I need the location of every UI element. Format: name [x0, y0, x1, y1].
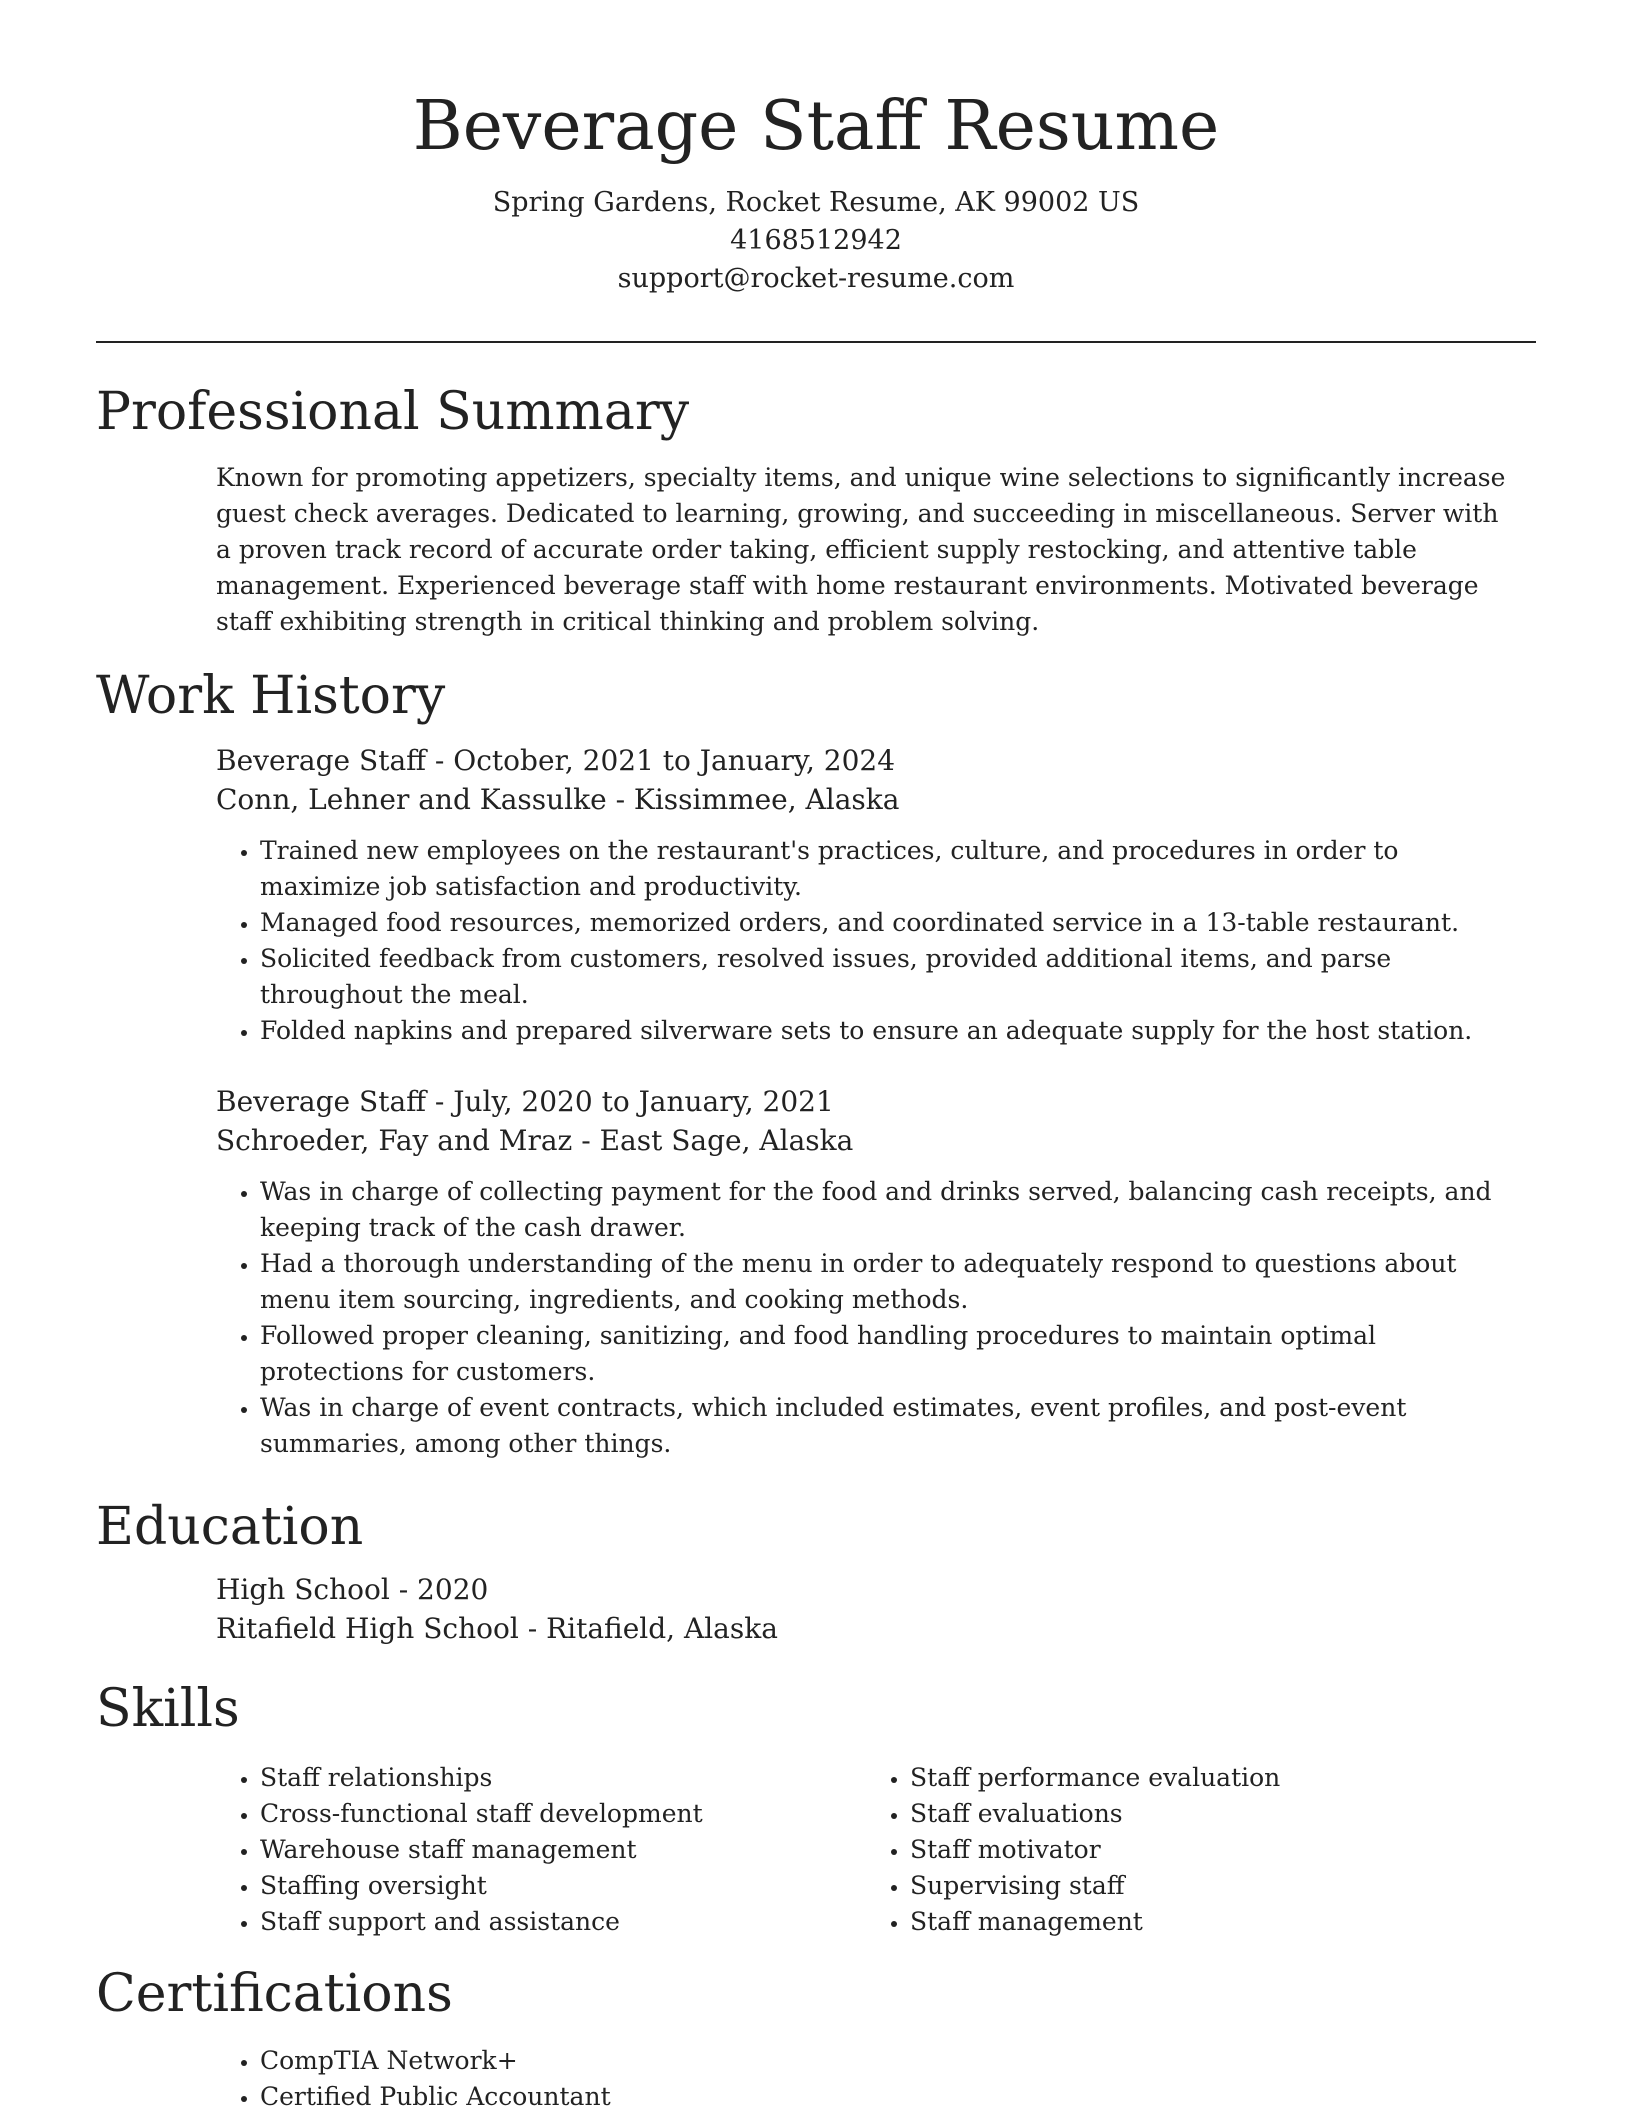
certifications-heading: Certifications	[96, 1964, 453, 2024]
education-entry	[216, 1570, 1516, 1648]
resume-title: Beverage Staff Resume	[412, 87, 1220, 166]
job-entry-1	[216, 741, 1516, 1049]
summary-text: Known for promoting appetizers, specialty items, and unique wine selections to significantly increase guest check averages. Dedicated to learning, growing, and succeeding in miscellaneous. Server with a proven track record of accurate order taking, efficient supply restocking, and attentive table management. Experienced beverage staff with home restaurant environments. Motivated beverage staff exhibiting strength in critical thinking and problem solving.	[216, 463, 1506, 636]
list-item: • Supervising staff	[910, 1868, 1466, 1904]
job-title-line	[216, 1082, 1516, 1121]
list-item: • Managed food resources, memorized orders, and coordinated service in a 13-table restaurant.	[260, 905, 1516, 941]
list-item: • Certified Public Accountant	[260, 2079, 816, 2115]
email-address: support@rocket-resume.com	[617, 263, 1015, 294]
list-item: • Staff relationships	[260, 1760, 816, 1796]
certifications-list	[216, 2043, 816, 2115]
job-dates: - July, 2020 to January, 2021	[426, 1085, 834, 1118]
skills-list-left	[216, 1760, 816, 1940]
job-company: Conn, Lehner and Kassulke	[216, 783, 607, 816]
summary-block	[216, 460, 1516, 640]
job-entry-2	[216, 1082, 1516, 1462]
resume-header	[0, 82, 1632, 298]
job-dates: - October, 2021 to January, 2024	[426, 744, 896, 777]
job-company-line	[216, 1121, 1516, 1160]
phone-number: 4168512942	[730, 225, 902, 256]
education-degree-line	[216, 1570, 1516, 1609]
list-item: • Followed proper cleaning, sanitizing, and food handling procedures to maintain optimal protections for customers.	[260, 1318, 1516, 1390]
certifications-block	[216, 2043, 816, 2115]
list-item: • Trained new employees on the restaurant's practices, culture, and procedures in order to maximize job satisfaction and productivity.	[260, 833, 1516, 905]
job-duties-list	[216, 833, 1516, 1049]
list-item: • CompTIA Network+	[260, 2043, 816, 2079]
education-heading: Education	[96, 1497, 364, 1557]
list-item: • Folded napkins and prepared silverware sets to ensure an adequate supply for the host station.	[260, 1013, 1516, 1049]
list-item: • Was in charge of event contracts, which included estimates, event profiles, and post-event summaries, among other things.	[260, 1390, 1516, 1462]
list-item: • Staff performance evaluation	[910, 1760, 1466, 1796]
work-history-heading: Work History	[96, 666, 446, 726]
education-school: Ritafield High School	[216, 1612, 519, 1645]
job-location: - Kissimmee, Alaska	[606, 783, 900, 816]
job-company-line	[216, 780, 1516, 819]
list-item: • Was in charge of collecting payment for the food and drinks served, balancing cash receipts, and keeping track of the cash drawer.	[260, 1174, 1516, 1246]
skills-column-left	[216, 1760, 816, 1940]
education-degree: High School	[216, 1573, 390, 1606]
list-item: • Staff motivator	[910, 1832, 1466, 1868]
education-location: - Ritafield, Alaska	[518, 1612, 778, 1645]
list-item: • Had a thorough understanding of the menu in order to adequately respond to questions about menu item sourcing, ingredients, and cooking methods.	[260, 1246, 1516, 1318]
address: Spring Gardens, Rocket Resume, AK 99002 US	[492, 187, 1140, 218]
list-item: • Staff evaluations	[910, 1796, 1466, 1832]
list-item: • Solicited feedback from customers, resolved issues, provided additional items, and parse throughout the meal.	[260, 941, 1516, 1013]
summary-heading: Professional Summary	[96, 382, 690, 442]
job-position: Beverage Staff	[216, 1085, 427, 1118]
job-company: Schroeder, Fay and Mraz	[216, 1124, 573, 1157]
job-location: - East Sage, Alaska	[572, 1124, 854, 1157]
skills-heading: Skills	[96, 1679, 240, 1739]
job-duties-list	[216, 1174, 1516, 1462]
education-year: - 2020	[389, 1573, 489, 1606]
job-title-line	[216, 741, 1516, 780]
job-position: Beverage Staff	[216, 744, 427, 777]
list-item: • Staff support and assistance	[260, 1904, 816, 1940]
list-item: • Cross-functional staff development	[260, 1796, 816, 1832]
skills-column-right	[866, 1760, 1466, 1940]
list-item: • Staffing oversight	[260, 1868, 816, 1904]
header-divider	[96, 341, 1536, 343]
skills-list-right	[866, 1760, 1466, 1940]
education-school-line	[216, 1609, 1516, 1648]
list-item: • Warehouse staff management	[260, 1832, 816, 1868]
list-item: • Staff management	[910, 1904, 1466, 1940]
